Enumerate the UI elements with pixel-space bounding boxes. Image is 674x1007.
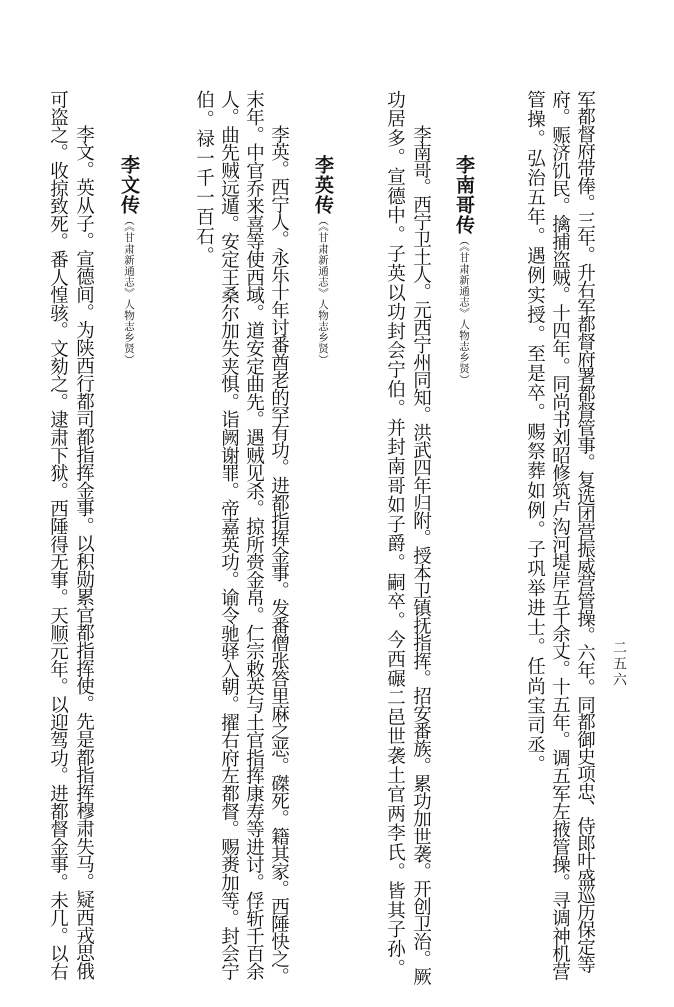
- text-column: 末年。中官乔来喜等使西域。道安定曲先。遇贼见杀。掠所赍金帛。仁宗敕英与土官指挥康寿等进讨。俘斩千百余: [243, 90, 265, 981]
- text-column: 伯。禄一千一百石。: [193, 90, 215, 266]
- section-title: 李文传: [118, 155, 140, 215]
- section-title: 李英传: [312, 155, 334, 215]
- section-title: 李南哥传: [453, 155, 475, 235]
- text-column: 功居多。宣德中。子英以功封会宁伯。并封南哥如子爵。嗣卒。今西碾二邑世袭土官两李氏。皆其子孙。: [384, 90, 406, 978]
- section-source: （《甘肃新通志》人物志乡贤）: [458, 235, 470, 386]
- text-column: 府。赈济饥民。擒捕盗贼。十四年。同尚书刘昭修筑卢沟河堤岸五千余丈。十五年。调五军左掖管操。寻调神机营: [549, 90, 571, 981]
- section-heading: [454, 155, 473, 385]
- section-source: （《甘肃新通志》人物志乡贤）: [317, 215, 329, 366]
- text-column: 军都督府带俸。三年。升右军都督府署都督管事。复选团营振威营管操。六年。同都御史项忠、侍郎叶盛巡历保定等: [574, 90, 596, 973]
- section-heading: [313, 155, 332, 365]
- text-column: 管操。弘治五年。遇例实授。至是卒。赐祭葬如例。子巩举进士。任尚宝司丞。: [524, 90, 546, 775]
- section-heading: [119, 155, 138, 365]
- text-column: 李南哥。西宁卫土人。元西宁州同知。洪武四年归附。授本卫镇抚指挥。招安番族。累功加世袭。开创卫治。厥: [410, 125, 432, 985]
- text-column: 李文。英从子。宣德间。为陕西行都司都指挥金事。以积勋累官都指挥使。先是都指挥穆肃失马。疑西戎思俄: [73, 125, 95, 980]
- text-column: 人。曲先贼远遁。安定王桑尔加失夹惧。诣阙谢罪。帝嘉英功。谕令驰驿入朝。擢右府左都督。赐赉加等。封会宁: [218, 90, 240, 981]
- section-source: （《甘肃新通志》人物志乡贤）: [123, 215, 135, 366]
- page-number: 二五六: [611, 640, 627, 688]
- text-column: 李英。西宁人。永乐十年讨番酋老的罕有功。进都指挥金事。发番僧张答里麻之恶。磔死。籍其家。西陲快之。: [268, 125, 290, 985]
- text-column: 可盗之。收掠致死。番人惶骇。文劾之。逮肃下狱。西陲得无事。天顺元年。以迎驾功。进都督金事。未几。以右: [47, 90, 69, 981]
